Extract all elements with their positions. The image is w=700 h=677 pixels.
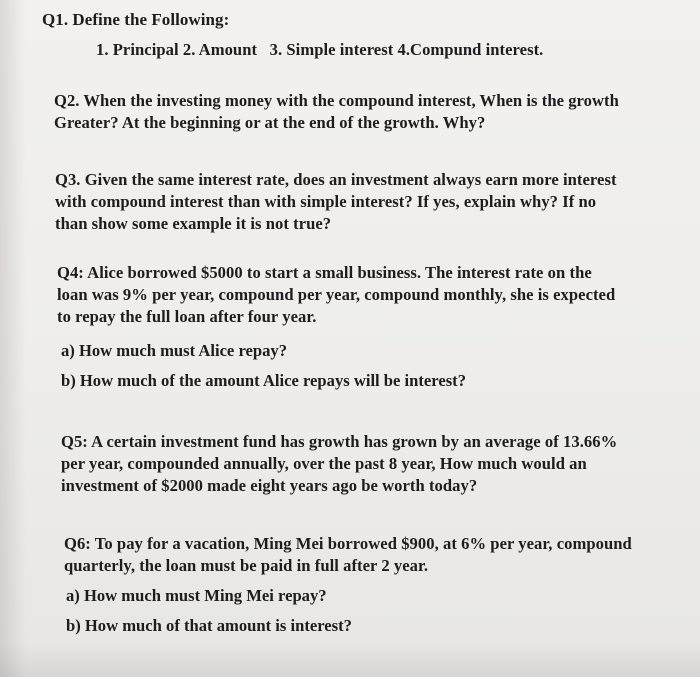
q2-line-2: Greater? At the beginning or at the end of the growth. Why? [54,113,486,132]
q6-part-b: b) How much of that amount is interest? [66,616,352,635]
q3-line-3: than show some example it is not true? [55,214,332,233]
q4-part-b: b) How much of the amount Alice repays will be interest? [61,371,466,390]
q4-line-3: to repay the full loan after four year. [57,307,317,326]
q3-line-2: with compound interest than with simple interest? If yes, explain why? If no [55,192,597,211]
q4-part-a: a) How much must Alice repay? [61,341,288,360]
q3-question [55,169,636,235]
q4-question [57,262,635,328]
q4-line-2: loan was 9% per year, compound per year, compound monthly, she is expected [57,285,616,304]
q1-title: Q1. Define the Following: [42,10,230,29]
q6-question [64,533,634,577]
q5-line-2: per year, compounded annually, over the past 8 year, How much would an [61,454,587,473]
q6-line-1: Q6: To pay for a vacation, Ming Mei borrowed $900, at 6% per year, compound [64,534,632,553]
q2-line-1: Q2. When the investing money with the compound interest, When is the growth [54,91,619,110]
q5-question [61,431,633,497]
q2-question [54,90,636,134]
q3-line-1: Q3. Given the same interest rate, does an investment always earn more interest [55,170,617,189]
q6-part-a: a) How much must Ming Mei repay? [66,586,327,605]
q6-line-2: quarterly, the loan must be paid in full after 2 year. [64,556,429,575]
page-shadow-left [0,0,26,677]
q4-line-1: Q4: Alice borrowed $5000 to start a small business. The interest rate on the [57,263,592,282]
q5-line-3: investment of $2000 made eight years ago be worth today? [61,476,478,495]
q1-items: 1. Principal 2. Amount 3. Simple interest 4.Compund interest. [96,40,544,59]
q5-line-1: Q5: A certain investment fund has growth has grown by an average of 13.66% [61,432,618,451]
page-shadow-bottom [0,641,700,677]
